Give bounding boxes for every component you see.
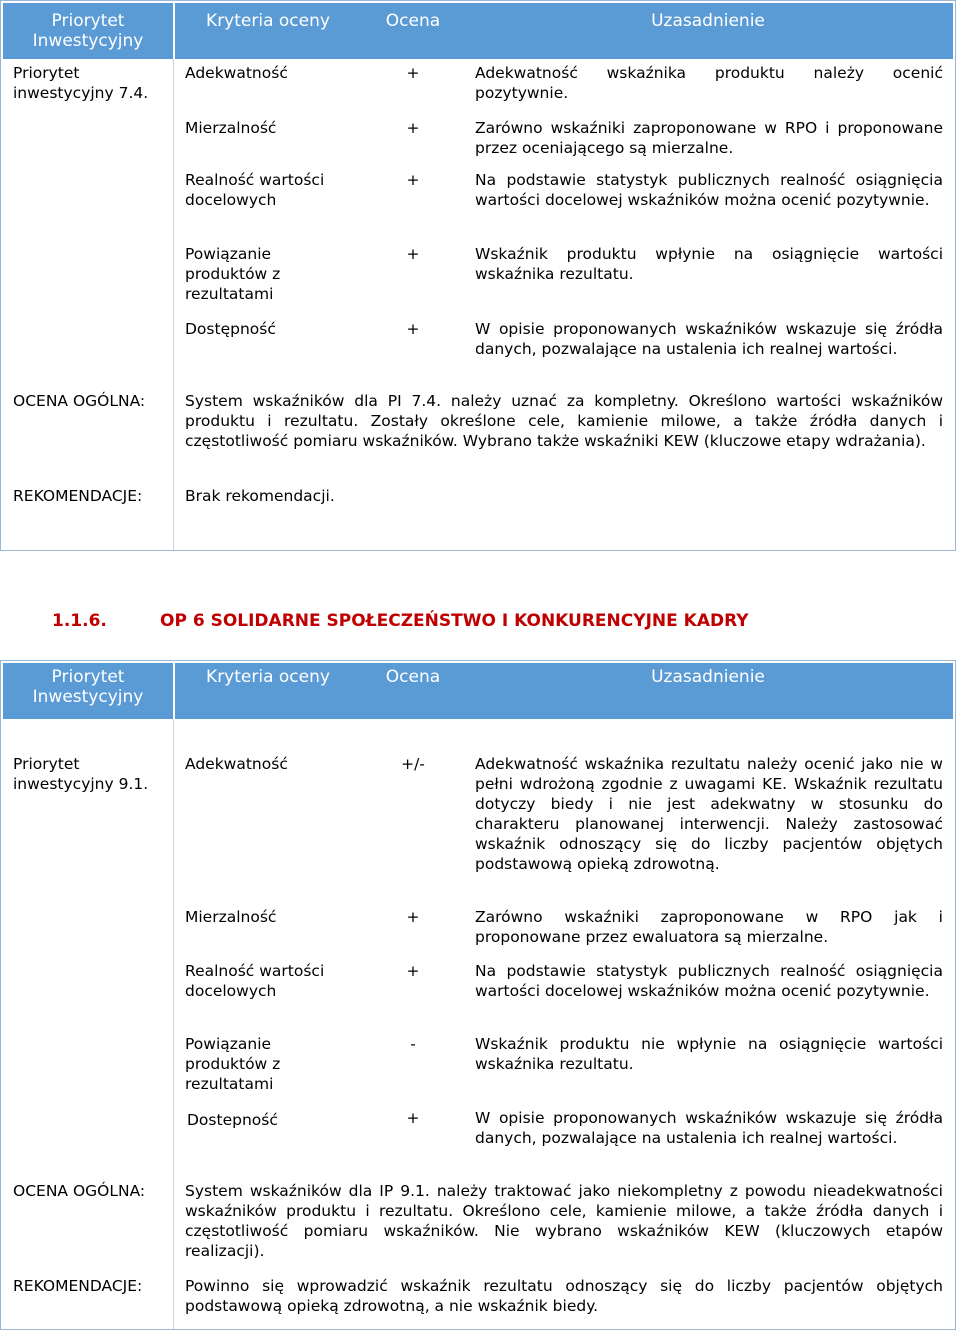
criterion-target-realism: Realność wartości docelowych <box>185 962 325 1000</box>
justification-availability: W opisie proponowanych wskaźników wskazuje się źródła danych, pozwalające na ustalenia ich realnej wartości. <box>475 1109 943 1147</box>
justification-output-result-link: Wskaźnik produktu wpłynie na osiągnięcie wartości wskaźnika rezultatu. <box>475 245 943 283</box>
priority-label: Priorytet inwestycyjny 7.4. <box>13 64 149 102</box>
justification-adequacy: Adekwatność wskaźnika rezultatu należy ocenić jako nie w pełni wdrożoną zgodnie z uwagami KE. Wskaźnik rezultatu dotyczy biedy i nie jest adekwatny w stosunku do charakteru planowanej interwencji. Należy zastosować wskaźnik odnoszący się do liczby pacjentów objętych podstawową opieką zdrowotną. <box>475 755 943 873</box>
justification-measurability: Zarówno wskaźniki zaproponowane w RPO i proponowane przez oceniającego są mierzalne. <box>475 119 943 157</box>
criterion-measurability: Mierzalność <box>185 908 277 926</box>
recommendations-label: REKOMENDACJE: <box>13 487 143 505</box>
criterion-adequacy: Adekwatność <box>185 755 288 773</box>
score-availability: + <box>406 1109 420 1127</box>
justification-target-realism: Na podstawie statystyk publicznych realność osiągnięcia wartości docelowej wskaźników można ocenić pozytywnie. <box>475 962 943 1000</box>
header-score: Ocena <box>385 11 441 31</box>
recommendations-label: REKOMENDACJE: <box>13 1277 143 1295</box>
justification-adequacy: Adekwatność wskaźnika produktu należy ocenić pozytywnie. <box>475 64 943 102</box>
header-criteria: Kryteria oceny <box>206 667 330 687</box>
table-header <box>3 663 953 719</box>
score-output-result-link: - <box>410 1035 416 1053</box>
justification-output-result-link: Wskaźnik produktu nie wpłynie na osiągnięcie wartości wskaźnika rezultatu. <box>475 1035 943 1073</box>
score-measurability: + <box>406 908 420 926</box>
header-justification: Uzasadnienie <box>651 11 765 31</box>
header-criteria: Kryteria oceny <box>206 11 330 31</box>
criterion-availability: Dostępność <box>185 320 276 338</box>
section-title: OP 6 SOLIDARNE SPOŁECZEŃSTWO I KONKURENCYJNE KADRY <box>160 611 749 631</box>
recommendations-text: Powinno się wprowadzić wskaźnik rezultatu odnoszący się do liczby pacjentów objętych podstawową opieką zdrowotną, a nie wskaźnik biedy. <box>185 1277 943 1315</box>
header-priority: Priorytet Inwestycyjny <box>32 667 144 707</box>
score-measurability: + <box>406 119 420 137</box>
overall-label: OCENA OGÓLNA: <box>13 392 146 410</box>
header-score: Ocena <box>385 667 441 687</box>
overall-text: System wskaźników dla PI 7.4. należy uznać za kompletny. Określono wartości wskaźników produktu i rezultatu. Zostały określone cele, kamienie milowe, a także źródła danych i częstotliwość pomiaru wskaźników. Wybrano także wskaźniki KEW (kluczowe etapy wdrażania). <box>185 392 943 450</box>
justification-target-realism: Na podstawie statystyk publicznych realność osiągnięcia wartości docelowej wskaźników można ocenić pozytywnie. <box>475 171 943 209</box>
criterion-measurability: Mierzalność <box>185 119 277 137</box>
score-adequacy: +/- <box>401 755 425 773</box>
criterion-adequacy: Adekwatność <box>185 64 288 82</box>
score-target-realism: + <box>406 171 420 189</box>
criterion-target-realism: Realność wartości docelowych <box>185 171 325 209</box>
score-target-realism: + <box>406 962 420 980</box>
score-availability: + <box>406 320 420 338</box>
header-justification: Uzasadnienie <box>651 667 765 687</box>
criterion-output-result-link: Powiązanie produktów z rezultatami <box>185 245 281 303</box>
criterion-output-result-link: Powiązanie produktów z rezultatami <box>185 1035 281 1093</box>
section-heading <box>52 611 749 631</box>
score-adequacy: + <box>406 64 420 82</box>
criterion-availability: Dostepność <box>187 1111 278 1129</box>
justification-availability: W opisie proponowanych wskaźników wskazuje się źródła danych, pozwalające na ustalenia ich realnej wartości. <box>475 320 943 358</box>
recommendations-text: Brak rekomendacji. <box>185 487 335 505</box>
evaluation-table-pi-7-4 <box>0 0 956 551</box>
section-number: 1.1.6. <box>52 611 107 631</box>
header-priority: Priorytet Inwestycyjny <box>32 11 144 51</box>
priority-label: Priorytet inwestycyjny 9.1. <box>13 755 149 793</box>
overall-label: OCENA OGÓLNA: <box>13 1182 146 1200</box>
table-header <box>3 3 953 59</box>
evaluation-table-pi-9-1 <box>0 660 956 1330</box>
score-output-result-link: + <box>406 245 420 263</box>
justification-measurability: Zarówno wskaźniki zaproponowane w RPO jak i proponowane przez ewaluatora są mierzalne. <box>475 908 943 946</box>
overall-text: System wskaźników dla IP 9.1. należy traktować jako niekompletny z powodu nieadekwatności wskaźników produktu i rezultatu. Określono cele, kamienie milowe, a także źródła danych i częstotliwość pomiaru wskaźników. Nie wybrano wskaźników KEW (kluczowych etapów realizacji). <box>185 1182 943 1260</box>
